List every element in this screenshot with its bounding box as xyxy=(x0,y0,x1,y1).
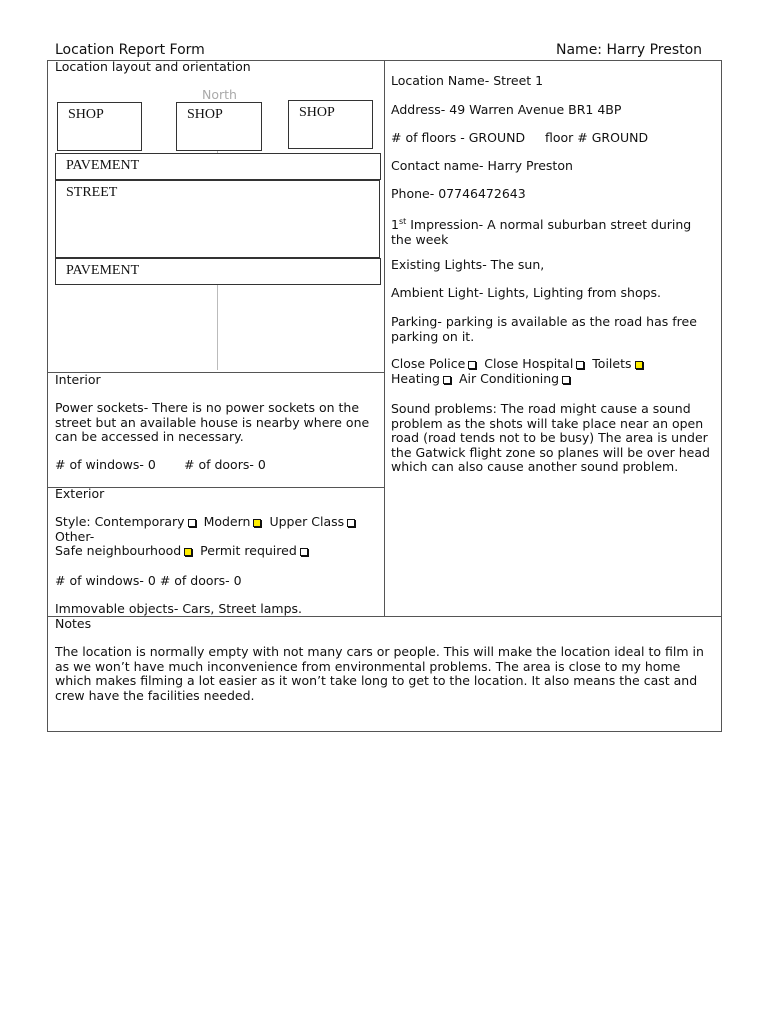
first-impression xyxy=(391,215,713,247)
pavement-top-label: PAVEMENT xyxy=(66,158,140,173)
close-hospital-label: Close Hospital xyxy=(484,356,574,371)
shop-3-label: SHOP xyxy=(299,105,335,120)
street-box xyxy=(55,180,380,258)
impression-text: Impression- A normal suburban street during the week xyxy=(391,217,692,247)
location-name: Location Name- Street 1 xyxy=(391,73,544,88)
shop-2 xyxy=(176,102,262,151)
permit-required-checkbox-icon[interactable] xyxy=(300,548,308,556)
modern-label: Modern xyxy=(203,514,251,529)
pavement-bottom-label: PAVEMENT xyxy=(66,263,140,278)
heating-label: Heating xyxy=(391,371,440,386)
impression-sup: st xyxy=(398,217,407,226)
immovable-objects: Immovable objects- Cars, Street lamps. xyxy=(55,601,303,616)
shop-3 xyxy=(288,100,373,149)
north-label: North xyxy=(202,87,237,102)
notes-heading: Notes xyxy=(55,616,92,631)
notes-body: The location is normally empty with not many cars or people. This will make the location ideal to film in as we won’t have much inconvenience from environmental problems. The area is close to my home which makes filming a lot easier as it won’t take long to get to the location. It also means the cast and crew have the facilities needed. xyxy=(55,644,704,703)
pavement-top xyxy=(55,153,381,180)
style-row xyxy=(55,515,359,530)
interior-windows: # of windows- 0 xyxy=(55,457,156,472)
neighbourhood-row xyxy=(55,544,312,559)
permit-required-label: Permit required xyxy=(200,543,297,558)
ambient-light: Ambient Light- Lights, Lighting from shops. xyxy=(391,285,662,300)
address: Address- 49 Warren Avenue BR1 4BP xyxy=(391,102,622,117)
shop-1 xyxy=(57,102,142,151)
other-label: Other- xyxy=(55,529,95,544)
phone: Phone- 07746472643 xyxy=(391,186,526,201)
upper-class-label: Upper Class xyxy=(269,514,345,529)
exterior-windows-doors: # of windows- 0 # of doors- 0 xyxy=(55,573,242,588)
shop-1-label: SHOP xyxy=(68,107,104,122)
contemporary-checkbox-icon[interactable] xyxy=(188,519,196,527)
street-label: STREET xyxy=(66,185,118,200)
impression-prefix: 1 xyxy=(391,217,399,233)
floor-number: floor # GROUND xyxy=(545,130,649,145)
upper-class-checkbox-icon[interactable] xyxy=(347,519,355,527)
sound-problems: Sound problems: The road might cause a sound problem as the shots will take place near an open road (road tends not to be busy) The area is under the Gatwick flight zone so planes will be over head which can also cause another sound problem. xyxy=(391,401,710,474)
column-divider xyxy=(384,60,385,617)
layout-heading: Location layout and orientation xyxy=(55,59,251,74)
toilets-checkbox-icon[interactable] xyxy=(635,361,643,369)
shop-2-label: SHOP xyxy=(187,107,223,122)
contact-name: Contact name- Harry Preston xyxy=(391,158,573,173)
modern-checkbox-icon[interactable] xyxy=(253,519,261,527)
facilities-row-2 xyxy=(391,372,574,387)
close-police-checkbox-icon[interactable] xyxy=(468,361,476,369)
facilities-row-1 xyxy=(391,357,647,372)
form-title: Location Report Form xyxy=(55,42,205,58)
interior-heading: Interior xyxy=(55,372,101,387)
air-conditioning-checkbox-icon[interactable] xyxy=(562,376,570,384)
exterior-heading: Exterior xyxy=(55,486,105,501)
close-police-label: Close Police xyxy=(391,356,466,371)
air-conditioning-label: Air Conditioning xyxy=(458,371,560,386)
interior-doors: # of doors- 0 xyxy=(184,457,266,472)
name-line: Name: Harry Preston xyxy=(556,42,703,58)
toilets-label: Toilets xyxy=(592,356,632,371)
style-label: Style: Contemporary xyxy=(55,514,185,529)
pavement-bottom xyxy=(55,258,381,285)
parking: Parking- parking is available as the road has free parking on it. xyxy=(391,314,697,344)
power-sockets-text: Power sockets- There is no power sockets on the street but an available house is nearby where one can be accessed in necessary. xyxy=(55,400,370,444)
safe-neighbourhood-checkbox-icon[interactable] xyxy=(184,548,192,556)
floors: # of floors - GROUND xyxy=(391,130,526,145)
close-hospital-checkbox-icon[interactable] xyxy=(576,361,584,369)
heating-checkbox-icon[interactable] xyxy=(443,376,451,384)
existing-lights: Existing Lights- The sun, xyxy=(391,257,545,272)
safe-neighbourhood-label: Safe neighbourhood xyxy=(55,543,182,558)
